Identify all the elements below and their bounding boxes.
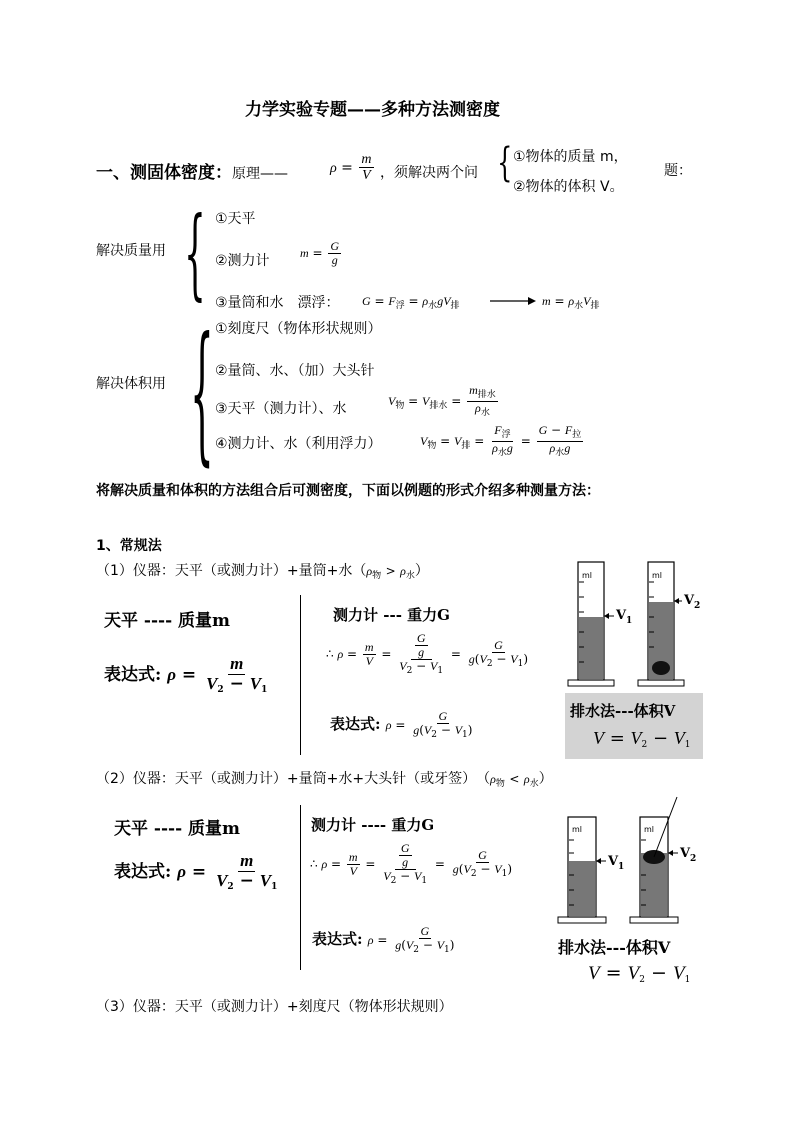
svg-text:V: V: [684, 593, 695, 608]
volume-method-3: ③天平（测力计）、水: [215, 401, 347, 417]
drain-label-2: 排水法---体积V: [558, 938, 671, 957]
method-1-item-2: （2）仪器：天平（或测力计）+量筒+水+大头针（或牙签） $(\rho_物 < \rho_水)$: [96, 771, 553, 789]
method-1-item-3: （3）仪器：天平（或测力计）+刻度尺（物体形状规则）: [96, 999, 453, 1015]
expr-label-2: 表达式: ρ = $\frac{m}{V_2 - V_1}$: [114, 851, 278, 892]
combine-text: 将解决质量和体积的方法组合后可测密度，下面以例题的形式介绍多种测量方法：: [96, 483, 600, 499]
item-2-text: （2）仪器：天平（或测力计）+量筒+水+大头针（或牙签）: [96, 771, 470, 787]
method-1-title: 1、常规法: [96, 538, 162, 554]
volume-method-2: ②量筒、水、（加）大头针: [215, 363, 375, 379]
mass-formula-3: $G = F_浮 = \rho_水gV_排$: [362, 294, 460, 311]
cylinders-figure-2: [552, 795, 712, 931]
expr-label-2b: 表达式: ρ = $\frac{G}{g(V_2 - V_1)}$: [312, 924, 455, 956]
mass-label: 解决质量用: [96, 243, 166, 259]
divider-1: [300, 595, 301, 755]
dyn-weight-1: --- 重力G: [383, 606, 450, 624]
problem-mass: ①物体的质量 m，: [513, 149, 628, 165]
svg-text:V: V: [608, 854, 619, 869]
section-1-heading: [96, 158, 288, 183]
drain-label-1: 排水法---体积V: [570, 702, 676, 720]
svg-text:V: V: [680, 846, 691, 861]
expr-text-1b: 表达式:: [330, 715, 381, 734]
volume-formula-4: $V_物 = V_排$ = $\frac{F_浮}{\rho_水g}$ = $\frac{G - F_拉}{\rho_水g}$: [420, 423, 582, 458]
svg-text:1: 1: [618, 862, 625, 872]
svg-text:1: 1: [626, 616, 633, 626]
principle-suffix: ，须解决两个问: [380, 165, 478, 181]
divider-2: [300, 805, 301, 970]
arrow-icon: [490, 296, 536, 306]
drain-formula-1: $V = V_2 - V_1$: [593, 728, 691, 750]
brace-mass: {: [184, 197, 206, 311]
svg-text:ml: ml: [652, 571, 663, 580]
svg-text:ml: ml: [572, 825, 583, 834]
balance-label-1: 天平 ---- 质量m: [104, 611, 231, 631]
expr-label-1b: 表达式: ρ = $\frac{G}{g(V_2 - V_1)}$: [330, 709, 473, 741]
mass-method-3: ③量筒和水 漂浮：: [215, 295, 340, 311]
drain-formula-2: $V = V_2 - V_1$: [588, 962, 691, 985]
dyn-label-2: [311, 814, 434, 835]
balance-label-2: 天平 ---- 质量m: [114, 819, 241, 839]
cylinders-figure-1: [562, 552, 708, 692]
dyn-text-1: 测力计: [333, 606, 379, 624]
expr-text-2b: 表达式:: [312, 930, 363, 949]
dyn-label-1: [333, 604, 450, 625]
mass-formula-2: m = $\frac{G}{g}$: [300, 239, 340, 268]
section-1-label: 一、测固体密度：: [96, 163, 232, 183]
dyn-formula-1: ∴ ρ = $\frac{m}{V}$ = $\frac{\frac{G}{g}}{V_2 - V_1}$ = $\frac{G}{g(V_2 - V_1)}$: [326, 631, 529, 677]
svg-text:ml: ml: [644, 825, 655, 834]
dyn-formula-2: ∴ ρ = $\frac{m}{V}$ = $\frac{\frac{G}{g}}{V_2 - V_1}$ = $\frac{G}{g(V_2 - V_1)}$: [310, 841, 513, 887]
volume-method-4: ④测力计、水（利用浮力）: [215, 436, 382, 452]
volume-label: 解决体积用: [96, 376, 166, 392]
svg-text:V: V: [616, 608, 627, 623]
brace-problems: {: [497, 140, 513, 186]
dyn-weight-2: ---- 重力G: [361, 816, 435, 834]
brace-volume: {: [190, 306, 214, 480]
problem-volume: ②物体的体积 V。: [513, 179, 624, 195]
volume-method-1: ①刻度尺（物体形状规则）: [215, 321, 382, 337]
volume-formula-3: $V_物 = V_{排水}$ = $\frac{m_{排水}}{\rho_水}$: [388, 383, 496, 418]
svg-text:2: 2: [690, 854, 697, 864]
principle-formula: ρ = $\frac{m}{V}$: [330, 152, 372, 184]
problem-ti: 题：: [664, 163, 692, 179]
svg-text:2: 2: [694, 601, 701, 611]
method-1-item-1: （1）仪器：天平（或测力计）+量筒+水$(\rho_物 > \rho_水)$: [96, 563, 429, 581]
mass-method-1: ①天平: [215, 211, 256, 227]
mass-method-2: ②测力计: [215, 253, 270, 269]
item-1-text: （1）仪器：天平（或测力计）+量筒+水（: [96, 563, 367, 579]
expr-text-1: 表达式:: [104, 664, 162, 685]
item-1-end: ）: [414, 563, 429, 579]
dyn-text-2: 测力计: [311, 816, 357, 834]
page-title: 力学实验专题——多种方法测密度: [245, 100, 500, 120]
expr-label-1: 表达式: ρ = $\frac{m}{V_2 - V_1}$: [104, 654, 268, 695]
expr-text-2: 表达式:: [114, 861, 172, 882]
mass-formula-3b: $m = \rho_水V_排$: [542, 294, 600, 311]
principle-prefix: 原理——: [232, 166, 288, 182]
svg-text:ml: ml: [582, 571, 593, 580]
